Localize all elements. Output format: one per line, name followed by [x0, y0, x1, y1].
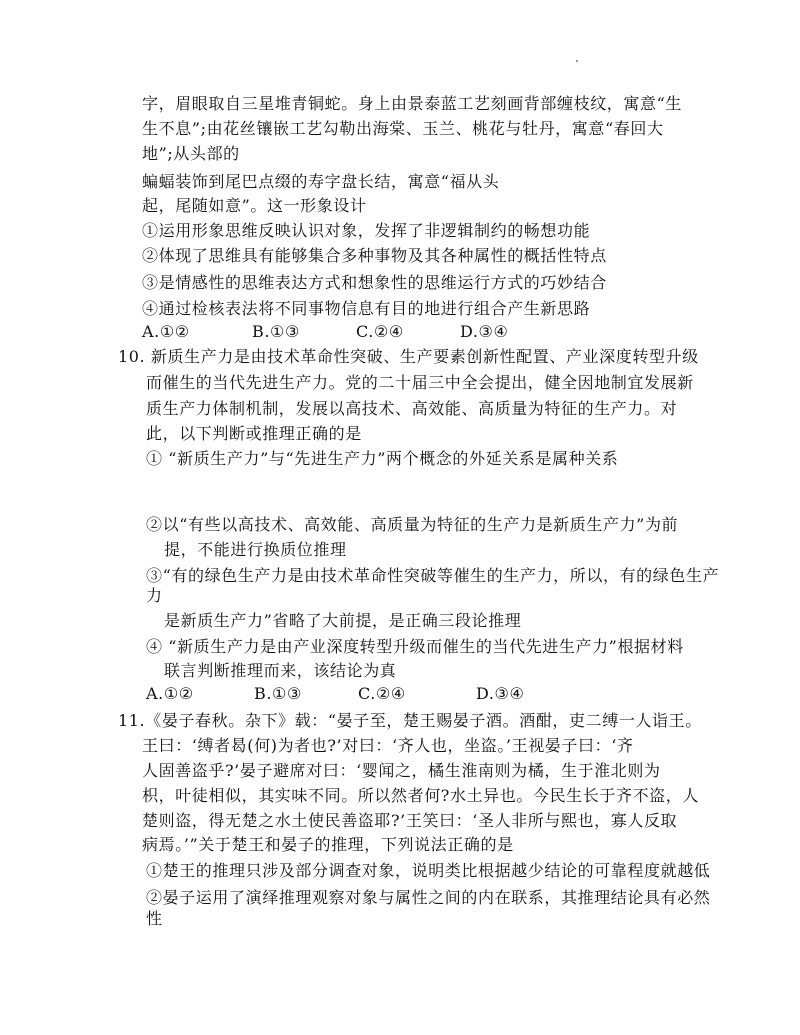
- q10-statement-4-cont: 联言判断推理而来，该结论为真: [164, 661, 397, 680]
- q11-stem-line: 楚则盗，得无楚之水土使民善盗耶?’王笑曰：‘圣人非所与熙也，寡人反取: [142, 811, 678, 830]
- q9-text-line: 起，尾随如意”。这一形象设计: [142, 196, 367, 215]
- q9-text-line: 地”;从头部的: [142, 144, 240, 163]
- q11-stem-line: 人固善盗乎?’晏子避席对曰：‘婴闻之，橘生淮南则为橘，生于淮北则为: [142, 761, 661, 780]
- q11-statement-2: ②晏子运用了演绎推理观察对象与属性之间的内在联系，其推理结论具有必然: [146, 888, 711, 907]
- q10-statement-2: ②以“有些以高技术、高效能、高质量为特征的生产力是新质生产力”为前: [146, 515, 679, 534]
- q10-stem-line: 此，以下判断或推理正确的是: [146, 424, 362, 443]
- q10-option-a[interactable]: A.①②: [146, 684, 194, 703]
- q10-statement-1: ① “新质生产力”与“先进生产力”两个概念的外延关系是属种关系: [146, 449, 619, 468]
- q9-text-line: 字，眉眼取自三星堆青铜蛇。身上由景泰蓝工艺刻画背部缠枝纹，寓意“生: [142, 94, 682, 113]
- q11-stem-line: 王曰：‘缚者曷(何)为者也?’对曰：‘齐人也，坐盗。’王视晏子曰：‘齐: [142, 736, 634, 755]
- q10-stem-line: 质生产力体制机制，发展以高技术、高效能、高质量为特征的生产力。对: [146, 399, 678, 418]
- q9-statement-3: ③是情感性的思维表达方式和想象性的思维运行方式的巧妙结合: [142, 273, 607, 292]
- q9-option-c[interactable]: C.②④: [356, 322, 404, 341]
- q10-option-b[interactable]: B.①③: [254, 684, 302, 703]
- q10-stem-line: 10. 新质生产力是由技术革命性突破、生产要素创新性配置、产业深度转型升级: [118, 347, 699, 366]
- q10-stem-line: 而催生的当代先进生产力。党的二十届三中全会提出，健全因地制宜发展新: [146, 373, 694, 392]
- q11-statement-1: ①楚王的推理只涉及部分调查对象，说明类比根据越少结论的可靠程度就越低: [146, 861, 711, 880]
- q10-statement-3: ③“有的绿色生产力是由技术革命性突破等催生的生产力，所以，有的绿色生产: [146, 566, 720, 585]
- q10-statement-4: ④ “新质生产力是由产业深度转型升级而催生的当代先进生产力”根据材料: [146, 637, 684, 656]
- q11-stem-line: 病焉。’”关于楚王和晏子的推理，下列说法正确的是: [142, 835, 514, 854]
- q11-stem-line: 枳，叶徒相似，其实味不同。所以然者何?水土异也。今民生长于齐不盗，人: [142, 786, 699, 805]
- scan-speck: [576, 60, 578, 62]
- q10-option-c[interactable]: C.②④: [358, 684, 406, 703]
- q9-option-b[interactable]: B.①③: [252, 322, 300, 341]
- q11-statement-2-cont: 性: [146, 909, 163, 928]
- q10-statement-3-cont: 力: [146, 586, 163, 605]
- q9-text-line: 生不息”;由花丝镶嵌工艺勾勒出海棠、玉兰、桃花与牡丹，寓意“春回大: [142, 119, 664, 138]
- q9-statement-4: ④通过检核表法将不同事物信息有目的地进行组合产生新思路: [142, 299, 591, 318]
- q11-stem-line: 11.《晏子春秋。杂下》载：“晏子至，楚王赐晏子酒。酒酣，吏二缚一人诣王。: [118, 711, 702, 730]
- q10-statement-2-cont: 提，不能进行换质位推理: [164, 540, 347, 559]
- q9-statement-1: ①运用形象思维反映认识对象，发挥了非逻辑制约的畅想功能: [142, 221, 591, 240]
- q9-statement-2: ②体现了思维具有能够集合多种事物及其各种属性的概括性特点: [142, 246, 607, 265]
- q9-text-line: 蝙蝠装饰到尾巴点缀的寿字盘长结，寓意“福从头: [142, 172, 500, 191]
- q10-statement-3-cont: 是新质生产力”省略了大前提，是正确三段论推理: [164, 611, 522, 630]
- q9-option-a[interactable]: A.①②: [142, 322, 190, 341]
- q9-option-d[interactable]: D.③④: [460, 322, 509, 341]
- q10-option-d[interactable]: D.③④: [476, 684, 525, 703]
